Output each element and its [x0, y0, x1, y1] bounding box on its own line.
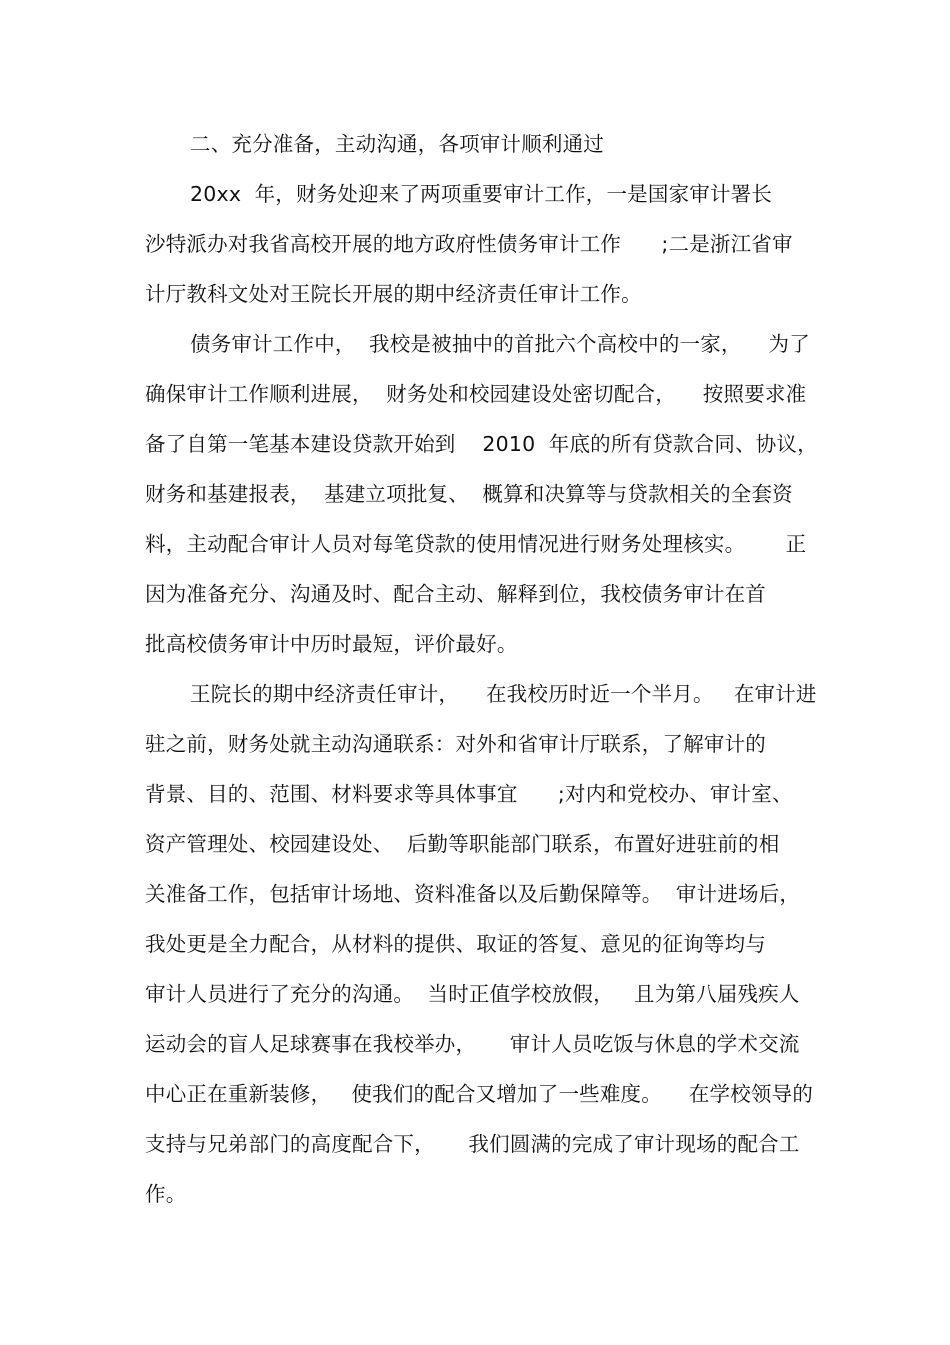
paragraph-line: 背景、目的、范围、材料要求等具体事宜 ;对内和党校办、审计室、	[145, 782, 793, 806]
paragraph-line: 计厅教科文处对王院长开展的期中经济责任审计工作。	[145, 282, 642, 306]
paragraph-line: 20xx 年，财务处迎来了两项重要审计工作，一是国家审计署长	[190, 182, 773, 206]
paragraph-line: 审计人员进行了充分的沟通。 当时正值学校放假， 且为第八届残疾人	[145, 982, 800, 1006]
paragraph-line: 债务审计工作中， 我校是被抽中的首批六个高校中的一家， 为了	[190, 332, 810, 356]
paragraph-line: 作。	[145, 1182, 187, 1206]
paragraph-line: 料，主动配合审计人员对每笔贷款的使用情况进行财务处理核实。 正	[145, 532, 807, 556]
paragraph-line: 支持与兄弟部门的高度配合下， 我们圆满的完成了审计现场的配合工	[145, 1132, 800, 1156]
paragraph-line: 中心正在重新装修， 使我们的配合又增加了一些难度。 在学校领导的	[145, 1082, 814, 1106]
paragraph-line: 备了自第一笔基本建设贷款开始到 2010 年底的所有贷款合同、协议，	[145, 432, 818, 456]
paragraph-line: 我处更是全力配合，从材料的提供、取证的答复、意见的征询等均与	[145, 932, 766, 956]
paragraph-line: 资产管理处、校园建设处、 后勤等职能部门联系，布置好进驻前的相	[145, 832, 780, 856]
paragraph-line: 批高校债务审计中历时最短，评价最好。	[145, 632, 518, 656]
paragraph-line: 沙特派办对我省高校开展的地方政府性债务审计工作 ;二是浙江省审	[145, 232, 793, 256]
paragraph-line: 因为准备充分、沟通及时、配合主动、解释到位，我校债务审计在首	[145, 582, 766, 606]
paragraph-line: 王院长的期中经济责任审计， 在我校历时近一个半月。 在审计进	[190, 682, 817, 706]
section-heading: 二、充分准备，主动沟通，各项审计顺利通过	[190, 132, 604, 156]
paragraph-line: 财务和基建报表， 基建立项批复、 概算和决算等与贷款相关的全套资	[145, 482, 793, 506]
paragraph-line: 关准备工作，包括审计场地、资料准备以及后勤保障等。 审计进场后，	[145, 882, 801, 906]
paragraph-line: 驻之前，财务处就主动沟通联系：对外和省审计厅联系，了解审计的	[145, 732, 766, 756]
paragraph-line: 运动会的盲人足球赛事在我校举办， 审计人员吃饭与休息的学术交流	[145, 1032, 800, 1056]
paragraph-line: 确保审计工作顺利进展， 财务处和校园建设处密切配合， 按照要求准	[145, 382, 807, 406]
